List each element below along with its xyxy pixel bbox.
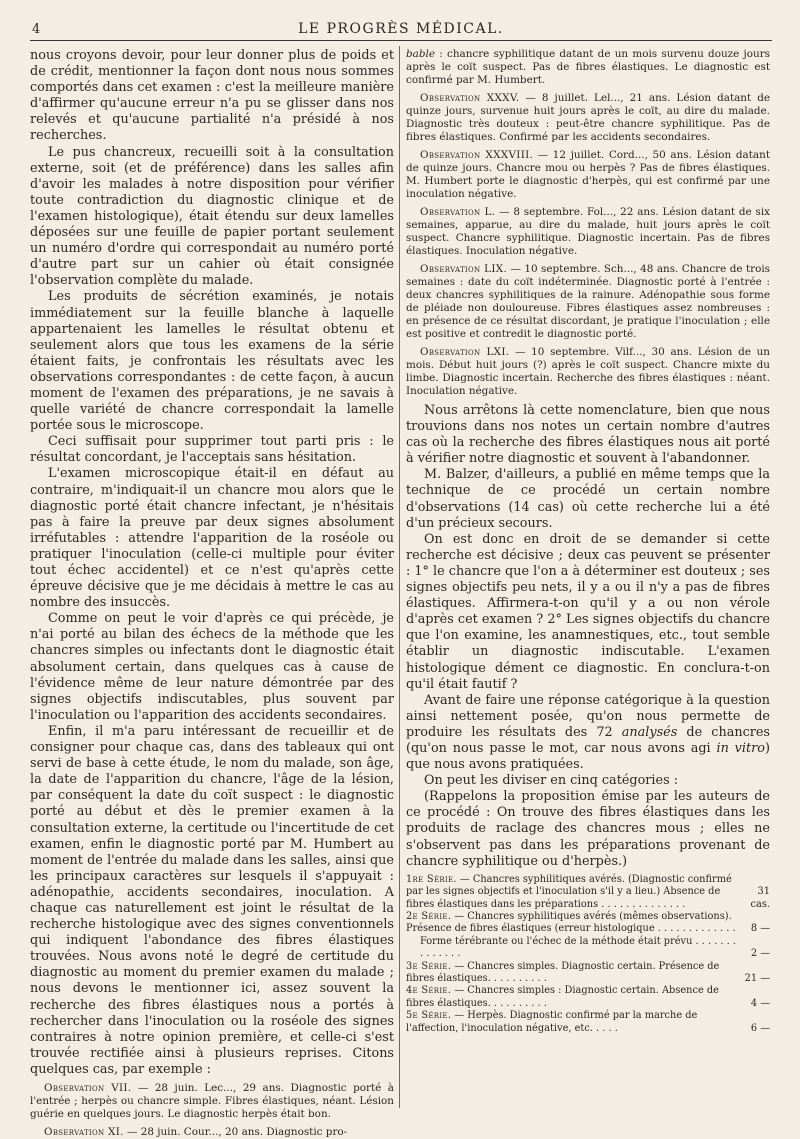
series-description — [406, 936, 740, 961]
list-item — [406, 911, 770, 936]
series-count: 31 cas. — [750, 886, 770, 910]
observation-text: — 10 septembre. Sch..., 48 ans. Chancre de trois semaines : date du coït indéterminée. Diagnostic porté à l'entrée : deux chancres syphilitiques de la rainure. Adénopathie sous forme de pléiade non douloureuse. Fibres élastiques assez nombreuses : en présence de ce résultat discordant, je pratique l'inoculation ; elle est positive et contredit le diagnostic porté. — [406, 263, 770, 340]
series-label: 5e Série. — [406, 1010, 452, 1022]
paragraph: On peut les diviser en cinq catégories : — [424, 773, 679, 789]
paragraph: Enfin, il m'a paru intéressant de recueillir et de consigner pour chaque cas, dans des tableaux qui ont servi de base à cette étude, le nom du malade, son âge, la date de l'apparition du chancre, l'âge de la lésion, par conséquent la date du coït suspect : le diagnostic porté au début et dès le premier examen à la consultation externe, la certitude ou l'incertitude de cet examen, enfin le diagnostic porté par M. Humbert au moment de l'entrée du malade dans les salles, ainsi que les principaux caractères sur lesquels il s'appuyait : adénopathie, accidents secondaires, inoculation. A chaque cas naturellement est joint le résultat de la recherche histologique avec des signes conventionnels qui indiquent l'abondance des fibres élastiques trouvées. Nous avons noté le degré de certitude du diagnostic au moment du premier examen du malade ; nous devons le mentionner ici, assez souvent la recherche des fibres élastiques nous a portés à rechercher dans l'inoculation ou la roséole des signes contraires à notre opinion première, et celle-ci s'est trouvée rectifiée ainsi à plusieurs reprises. Citons quelques cas, par exemple : — [30, 723, 394, 1077]
paragraph-avant — [406, 693, 770, 773]
left-body-text — [30, 48, 394, 1078]
column-divider — [399, 46, 400, 1108]
observation-lix — [406, 263, 770, 341]
series-label: 4e Série. — [406, 985, 452, 997]
series-description — [406, 961, 740, 986]
left-column — [30, 48, 394, 1138]
series-text: — Chancres simples. Diagnostic certain. Présence de fibres élastiques. . . . . . . . . . — [406, 960, 720, 984]
observation-xi — [30, 1126, 394, 1139]
right-body-text — [406, 403, 770, 870]
paragraph: Ceci suffisait pour supprimer tout parti pris : le résultat concordant, je l'acceptais sans hésitation. — [30, 434, 394, 466]
series-text: Forme térébrante ou l'échec de la méthode était prévu . . . . . . . . . . . . . . — [420, 935, 736, 960]
series-description — [406, 911, 740, 936]
series-count: 6 — — [750, 1022, 770, 1034]
observation-text: — 8 septembre. Fol..., 22 ans. Lésion datant de six semaines, apparue, au dire du malade, huit jours après le coït suspect. Chancre syphilitique. Diagnostic incertain. Pas de fibres élastiques. Inoculation négative. — [406, 206, 770, 257]
observation-text: — 8 juillet. Lel..., 21 ans. Lésion datant de quinze jours, survenue huit jours après le coït, au dire du malade. Diagnostic très douteux : peut-être chancre syphilitique. Pas de fibres élastiques. Confirmé par les accidents secondaires. — [406, 92, 770, 143]
observation-text: — 28 juin. Lec..., 29 ans. Diagnostic porté à l'entrée ; herpès ou chancre simple. Fibres élastiques, néant. Lésion guérie en quelques jours. Le diagnostic herpès était bon. — [30, 1082, 394, 1120]
series-count: 2 — — [750, 948, 770, 960]
left-observations — [30, 1082, 394, 1139]
observation-label: Observation VII. — [44, 1082, 132, 1094]
observation-xxxviii — [406, 149, 770, 201]
page-header — [30, 18, 772, 41]
series-description — [406, 985, 740, 1010]
right-observations — [406, 48, 770, 398]
text-run: ) que nous avons pratiquées. — [406, 740, 770, 773]
observation-label: Observation L. — [420, 206, 496, 218]
observation-label: Observation XXXV. — [420, 92, 520, 104]
observation-xi-continued — [406, 48, 770, 87]
list-item — [406, 985, 770, 1010]
observation-label: Observation XXXVIII. — [420, 149, 534, 161]
italic-text: analysés — [621, 724, 678, 740]
list-item — [406, 961, 770, 986]
series-label: 2e Série. — [406, 910, 452, 922]
series-text: — Chancres simples : Diagnostic certain. Absence de fibres élastiques. . . . . . . . . . — [406, 985, 719, 1009]
observation-text: — 10 septembre. Vilf..., 30 ans. Lésion de un mois. Début huit jours (?) après le coït suspect. Chancre mixte du limbe. Diagnostic incertain. Recherche des fibres élastiques : néant. Inoculation négative. — [406, 346, 770, 397]
observation-l — [406, 206, 770, 258]
observation-text: : chancre syphilitique datant de un mois survenu douze jours après le coït suspect. Pas de fibres élastiques. Le diagnostic est confirmé par M. Humbert. — [406, 48, 770, 86]
italic-text: bable — [406, 48, 435, 60]
series-text: — Chancres syphilitiques avérés. (Diagnostic confirmé par les signes objectifs et l'inoculation s'il y a lieu.) Absence de fibres élastiques dans les préparations . . . . . . . . . . . . . . — [406, 873, 732, 910]
observation-text: — 28 juin. Cour..., 20 ans. Diagnostic pro- — [123, 1126, 348, 1138]
italic-text: in vitro — [716, 740, 765, 756]
list-item — [406, 1010, 770, 1035]
series-description — [406, 874, 740, 911]
paragraph: M. Balzer, d'ailleurs, a publié en même temps que la technique de ce procédé un certain nombre d'observations (14 cas) où cette recherche lui a été d'un précieux secours. — [406, 467, 770, 531]
list-item — [406, 874, 770, 911]
paragraph: Comme on peut le voir d'après ce qui précède, je n'ai porté au bilan des échecs de la méthode que les chancres simples ou infectants dont le diagnostic était absolument certain, dans quelques cas à cause de l'évidence même de leur nature démontrée par des signes objectifs indiscutables, plus souvent par l'inoculation ou l'apparition des accidents secondaires. — [30, 611, 394, 723]
paragraph: Nous arrêtons là cette nomenclature, bien que nous trouvions dans nos notes un certain nombre d'autres cas où la recherche des fibres élastiques nous ait porté à vérifier notre diagnostic et souvent à l'abandonner. — [406, 403, 770, 467]
paragraph: L'examen microscopique était-il en défaut au contraire, m'indiquait-il un chancre mou alors que le diagnostic porté était chancre infectant, je n'hésitais pas à faire la preuve par deux signes absolument irréfutables : attendre l'apparition de la roséole ou pratiquer l'inoculation (celle-ci multiple pour éviter tout échec accidentel) et ce n'est qu'après cette épreuve décisive que je me décidais à mettre le cas au nombre des insuccès. — [30, 466, 394, 611]
text-run: Avant de faire une réponse catégorique à la question ainsi nettement posée, qu'on nous permette de produire les résultats des 72 — [406, 692, 770, 740]
paragraph: On est donc en droit de se demander si cette recherche est décisive ; deux cas peuvent se présenter : 1° le chancre que l'on a à déterminer est douteux ; ses signes objectifs peu nets, il y a ou il n'y a pas de fibres élastiques. Affirmera-t-on qu'il y a ou non vérole d'après cet examen ? 2° Les signes objectifs du chancre que l'on examine, les anamnestiques, etc., tout semble établir un diagnostic indiscutable. L'examen histologique dément ce diagnostic. En conclura-t-on qu'il était fautif ? — [406, 531, 770, 692]
paragraph: Le pus chancreux, recueilli soit à la consultation externe, soit (et de préférence) dans les salles afin d'avoir les malades à notre disposition pour vérifier toute contradiction du diagnostic clinique et de l'examen histologique), était étendu sur deux lamelles déposées sur une feuille de papier portant seulement un numéro d'ordre qui correspondait au numéro porté d'autre part sur un cahier où était consignée l'observation complète du malade. — [30, 144, 394, 289]
observation-label: Observation LXI. — [420, 346, 510, 358]
series-label: 1re Série. — [406, 873, 457, 885]
paragraph: Les produits de sécrétion examinés, je notais immédiatement sur la feuille blanche à laquelle appartenaient les lamelles le résultat obtenu et seulement alors que tous les examens de la série étaient faits, je confrontais les résultats avec les observations correspondantes : de cette façon, à aucun moment de l'examen des préparations, je ne savais à quelle variété de chancre correspondait la lamelle portée sous le microscope. — [30, 289, 394, 434]
observation-lxi — [406, 346, 770, 398]
series-label: 3e Série. — [406, 960, 452, 972]
list-item — [406, 936, 770, 961]
page-number: 4 — [32, 22, 41, 37]
observation-vii — [30, 1082, 394, 1121]
paragraph: nous croyons devoir, pour leur donner plus de poids et de crédit, mentionner la façon dont nous nous sommes comportés dans cet examen : c'est la meilleure manière d'affirmer qu'aucune erreur n'a pu se glisser dans nos relevés et qu'aucune partialité n'a présidé à nos recherches. — [30, 48, 394, 144]
right-column — [406, 48, 770, 1108]
paragraph: (Rappelons la proposition émise par les auteurs de ce procédé : On trouve des fibres élastiques dans les produits de raclage des chancres mous ; elles ne s'observent pas dans les préparations provenant de chancre syphilitique ou d'herpès.) — [406, 789, 770, 869]
series-count: 21 — — [744, 972, 770, 984]
running-title: LE PROGRÈS MÉDICAL. — [298, 21, 504, 37]
observation-label: Observation XI. — [44, 1126, 124, 1138]
text-run: de chancres (qu'on nous passe le mot, car nous avons agi — [406, 724, 770, 756]
observation-label: Observation LIX. — [420, 263, 508, 275]
series-count: 4 — — [750, 997, 770, 1009]
series-count: 8 — — [750, 923, 770, 935]
series-description — [406, 1010, 740, 1035]
observation-xxxv — [406, 92, 770, 144]
series-text: — Herpès. Diagnostic confirmé par la marche de l'affection, l'inoculation négative, etc. . . . . — [406, 1010, 698, 1034]
series-text: — Chancres syphilitiques avérés (mêmes observations). Présence de fibres élastiques (erreur histologique . . . . . . . . . . . . . — [406, 910, 736, 935]
series-list — [406, 874, 770, 1035]
observation-text: — 12 juillet. Cord..., 50 ans. Lésion datant de quinze jours. Chancre mou ou herpès ? Pas de fibres élastiques. M. Humbert porte le diagnostic d'herpès, qui est confirmé par une inoculation négative. — [406, 149, 770, 200]
